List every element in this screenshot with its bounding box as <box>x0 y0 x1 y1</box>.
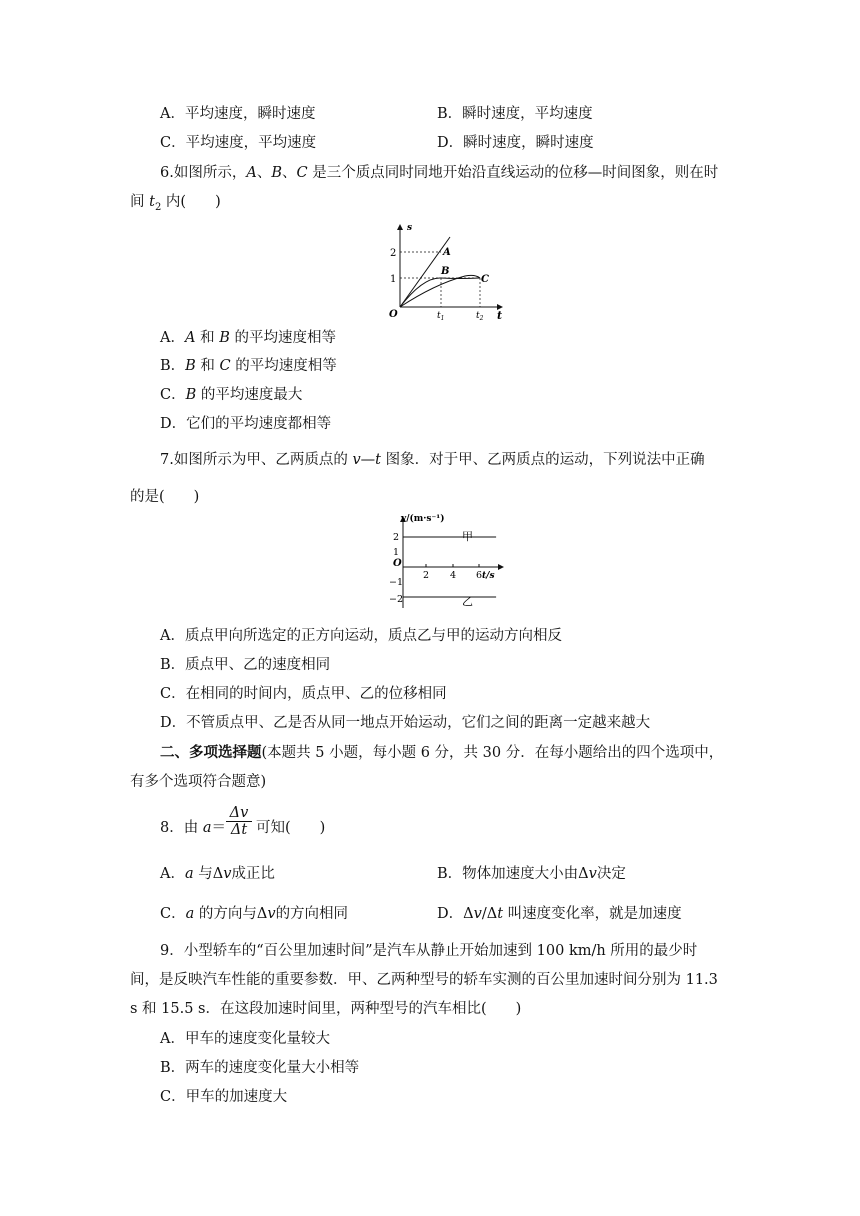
q8-option-c: C．a 的方向与Δv的方向相同 <box>160 906 349 922</box>
q8-fraction-numerator: Δv <box>226 805 252 822</box>
q8-option-a: A．a 与Δv成正比 <box>160 866 275 882</box>
q7-y-tick-2: 2 <box>393 532 400 543</box>
q6-curve-b <box>400 278 480 307</box>
section2-heading: 二、多项选择题(本题共 5 小题，每小题 6 分，共 30 分．在每小题给出的四个选项中， <box>160 744 724 761</box>
q6-x-tick-t2: $t_2$ <box>476 311 484 322</box>
q8-option-d: D．Δv/Δt 叫速度变化率，就是加速度 <box>437 906 682 922</box>
q6-curve-c <box>400 275 480 307</box>
q6-stem-line2: 间 $t_2$ 内( ) <box>130 194 221 213</box>
q7-velocity-time-graph <box>385 510 510 610</box>
q6-option-d: D．它们的平均速度都相等 <box>160 416 332 432</box>
q9-stem-line1: 9．小型轿车的“百公里加速时间”是汽车从静止开始加速到 100 km/h 所用的最少时 <box>160 943 698 959</box>
q7-option-d: D．不管质点甲、乙是否从同一地点开始运动，它们之间的距离一定越来越大 <box>160 715 651 731</box>
q5-option-b: B．瞬时速度，平均速度 <box>437 106 593 122</box>
q6-option-a: A．A 和 B 的平均速度相等 <box>160 330 336 346</box>
q8-fraction-denominator: Δt <box>230 822 248 838</box>
q7-option-c: C．在相同的时间内，质点甲、乙的位移相同 <box>160 686 447 702</box>
q6-displacement-time-graph <box>385 222 505 322</box>
q5-option-d: D．瞬时速度，瞬时速度 <box>437 135 594 151</box>
q7-series-label-jia: 甲 <box>462 530 473 543</box>
q7-y-tick-1: 1 <box>393 547 400 558</box>
q7-y-tick-neg1: −1 <box>389 577 404 588</box>
q9-option-c: C．甲车的加速度大 <box>160 1089 288 1105</box>
q6-option-c: C．B 的平均速度最大 <box>160 387 303 403</box>
q7-series-label-yi: 乙 <box>462 595 473 608</box>
q6-y-tick-1: 1 <box>390 274 397 285</box>
q7-stem-line1: 7.如图所示为甲、乙两质点的 v—t 图象．对于甲、乙两质点的运动，下列说法中正确 <box>160 452 705 468</box>
q7-origin-label: O <box>393 558 402 569</box>
q6-stem-line1: 6.如图所示，A、B、C 是三个质点同时同地开始沿直线运动的位移—时间图象，则在时 <box>160 165 719 181</box>
q7-x-tick-2: 2 <box>423 570 430 581</box>
q8-option-b: B．物体加速度大小由Δv决定 <box>437 866 626 882</box>
q7-x-tick-6: 6 <box>476 570 483 581</box>
q8-fraction <box>226 805 252 838</box>
q9-stem-line2: 间，是反映汽车性能的重要参数．甲、乙两种型号的轿车实测的百公里加速时间分别为 11.3 <box>130 972 718 988</box>
q6-x-axis-label: t <box>497 309 503 322</box>
section2-heading-line2: 有多个选项符合题意) <box>130 774 267 790</box>
q8-stem: 8．由 a＝ 可知( ) <box>160 820 326 836</box>
q6-x-tick-t1: $t_1$ <box>437 311 445 322</box>
q7-option-a: A．质点甲向所选定的正方向运动，质点乙与甲的运动方向相反 <box>160 628 562 644</box>
q7-x-axis-label: t/s <box>482 571 495 581</box>
q5-option-a: A．平均速度，瞬时速度 <box>160 106 316 122</box>
q7-y-tick-neg2: −2 <box>389 594 404 605</box>
q6-label-b: B <box>441 266 450 277</box>
q6-y-tick-2: 2 <box>390 248 397 259</box>
q7-stem-line2: 的是( ) <box>130 489 200 505</box>
q6-y-axis-label: s <box>407 223 413 233</box>
q7-x-tick-4: 4 <box>450 570 457 581</box>
q9-option-b: B．两车的速度变化量大小相等 <box>160 1060 360 1076</box>
q6-label-a: A <box>443 247 451 258</box>
q6-origin-label: O <box>389 309 398 320</box>
q7-option-b: B．质点甲、乙的速度相同 <box>160 657 331 673</box>
q6-label-c: C <box>481 274 489 285</box>
q9-stem-line3: s 和 15.5 s．在这段加速时间里，两种型号的汽车相比( ) <box>130 1001 522 1017</box>
q7-y-axis-label: v/(m·s⁻¹) <box>401 514 445 524</box>
q6-option-b: B．B 和 C 的平均速度相等 <box>160 358 337 374</box>
q9-option-a: A．甲车的速度变化量较大 <box>160 1031 330 1047</box>
q5-option-c: C．平均速度，平均速度 <box>160 135 317 151</box>
